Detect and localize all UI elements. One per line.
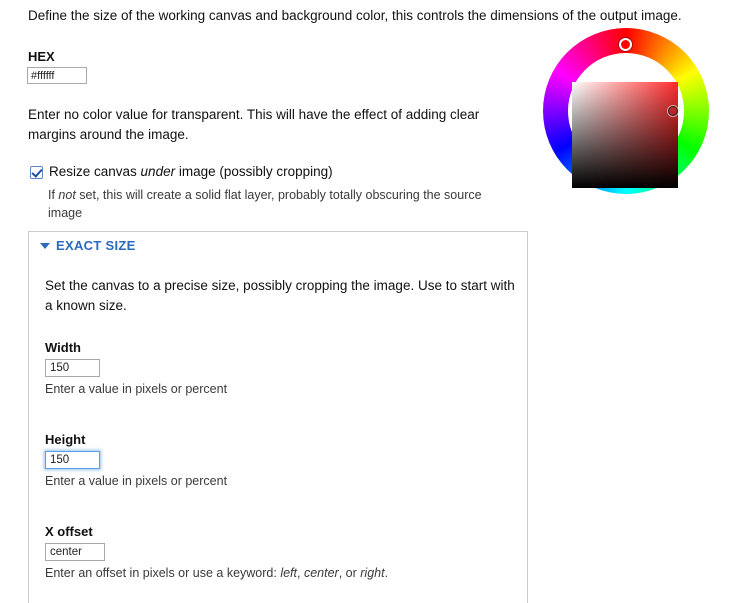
color-wheel-picker[interactable]: [543, 28, 709, 224]
hex-label: HEX: [28, 49, 55, 64]
x-offset-hint: [45, 566, 388, 580]
x-offset-sep-1: ,: [297, 566, 304, 580]
exact-size-description: Set the canvas to a precise size, possibly cropping the image. Use to start with a known size.: [45, 278, 515, 313]
x-offset-input[interactable]: [45, 543, 105, 561]
hint-after: set, this will create a solid flat layer, probably totally obscuring the source image: [48, 188, 482, 221]
resize-canvas-checkbox[interactable]: [30, 166, 43, 179]
hint-emphasis: not: [58, 188, 76, 202]
keyword-center: center: [303, 566, 339, 580]
width-label: Width: [45, 340, 81, 355]
resize-label-after: image (possibly cropping): [175, 164, 333, 179]
resize-canvas-label: [49, 164, 333, 180]
keyword-left: left: [280, 566, 297, 580]
saturation-value-handle[interactable]: [668, 106, 678, 116]
saturation-value-box[interactable]: [572, 82, 678, 188]
x-offset-hint-end: .: [384, 566, 389, 580]
x-offset-sep-2: , or: [338, 566, 361, 580]
exact-size-title: EXACT SIZE: [56, 238, 136, 253]
chevron-down-icon: [40, 243, 50, 249]
x-offset-label: X offset: [45, 524, 93, 539]
height-label: Height: [45, 432, 86, 447]
resize-label-before: Resize canvas: [49, 164, 141, 179]
width-input[interactable]: [45, 359, 100, 377]
height-input[interactable]: [45, 451, 100, 469]
exact-size-panel-header[interactable]: [40, 238, 136, 253]
resize-canvas-hint: [48, 186, 518, 222]
resize-canvas-checkbox-row[interactable]: [30, 164, 333, 180]
height-hint: Enter a value in pixels or percent: [45, 474, 228, 488]
hint-before: If: [48, 188, 59, 202]
resize-label-emphasis: under: [140, 164, 176, 179]
keyword-right: right: [360, 566, 385, 580]
hex-input[interactable]: [27, 67, 87, 84]
hue-handle[interactable]: [619, 38, 632, 51]
intro-text: Define the size of the working canvas and background color, this controls the dimensions of the output image.: [28, 8, 682, 23]
transparent-note: Enter no color value for transparent. This will have the effect of adding clear margins around the image.: [28, 107, 480, 142]
width-hint: Enter a value in pixels or percent: [45, 382, 228, 396]
x-offset-hint-before: Enter an offset in pixels or use a keyword:: [45, 566, 281, 580]
